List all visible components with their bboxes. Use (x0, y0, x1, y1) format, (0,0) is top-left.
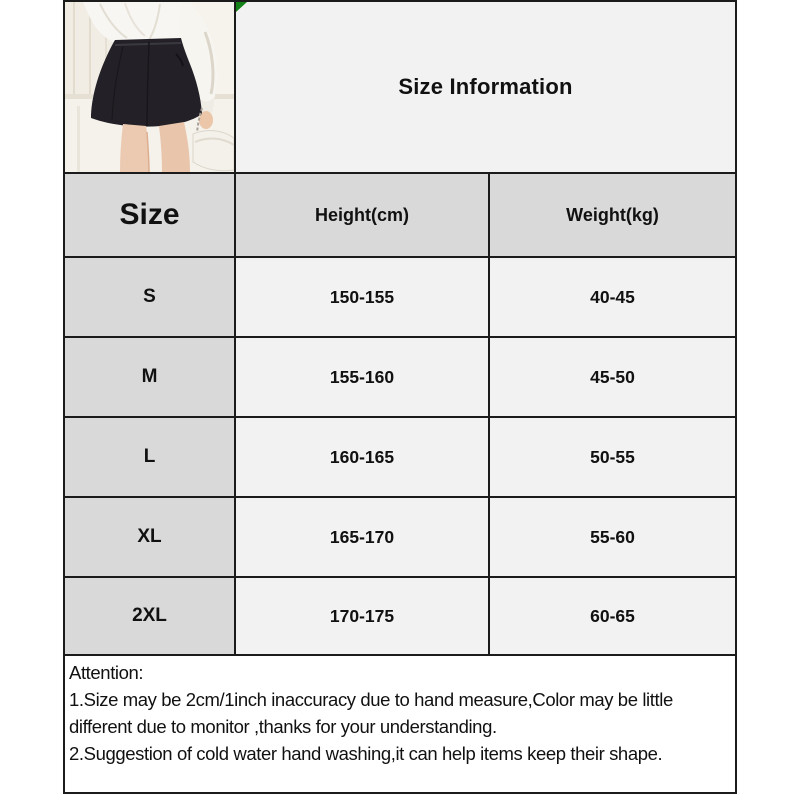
height-value: 160-165 (236, 418, 490, 498)
product-photo-cell (65, 2, 236, 174)
weight-value: 50-55 (490, 418, 735, 498)
attention-section (65, 656, 735, 792)
weight-value: 60-65 (490, 578, 735, 656)
weight-value: 45-50 (490, 338, 735, 418)
title-cell (236, 2, 735, 174)
cell-corner-marker-icon (236, 2, 247, 12)
col-header-weight: Weight(kg) (490, 174, 735, 258)
product-photo (65, 2, 234, 172)
weight-value: 40-45 (490, 258, 735, 338)
size-label: L (65, 418, 236, 498)
height-value: 155-160 (236, 338, 490, 418)
attention-line: 2.Suggestion of cold water hand washing,it can help items keep their shape. (69, 743, 663, 764)
attention-line: different due to monitor ,thanks for your understanding. (69, 716, 497, 737)
height-value: 165-170 (236, 498, 490, 578)
size-label: S (65, 258, 236, 338)
height-value: 170-175 (236, 578, 490, 656)
attention-heading: Attention: (69, 662, 144, 683)
size-label: 2XL (65, 578, 236, 656)
page-title: Size Information (398, 74, 573, 99)
height-value: 150-155 (236, 258, 490, 338)
attention-line: 1.Size may be 2cm/1inch inaccuracy due to hand measure,Color may be little (69, 689, 673, 710)
size-chart-table (63, 0, 737, 794)
col-header-size: Size (65, 174, 236, 258)
size-label: M (65, 338, 236, 418)
weight-value: 55-60 (490, 498, 735, 578)
col-header-height: Height(cm) (236, 174, 490, 258)
size-label: XL (65, 498, 236, 578)
